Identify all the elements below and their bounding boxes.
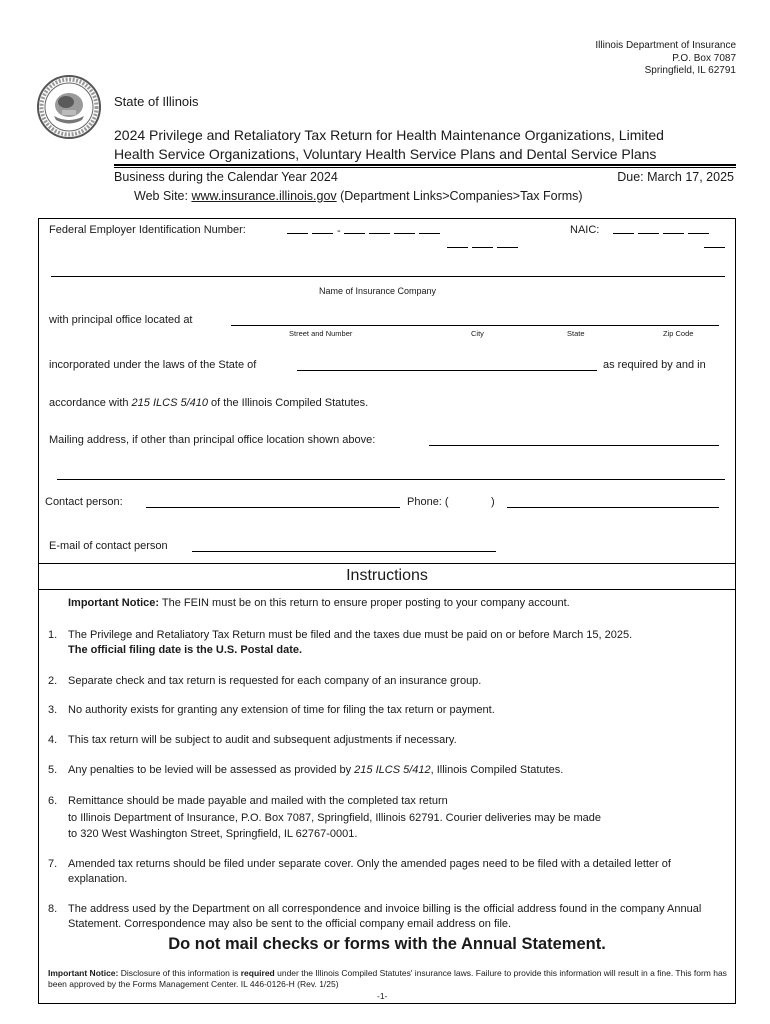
city-line: Springfield, IL 62791 bbox=[644, 65, 736, 76]
as-required-text: as required by and in bbox=[603, 359, 706, 371]
instruction-item bbox=[48, 857, 728, 887]
footer-text-b: under the Illinois Compiled Statutes' insurance laws. Failure to provide this information will result in a fine. This form has been approved by the Forms Management Center. IL 446-0126-H (Rev. 1/25) bbox=[48, 968, 727, 989]
mailing-address-field[interactable] bbox=[429, 445, 719, 446]
item-number: 3. bbox=[48, 704, 58, 716]
instruction-item bbox=[48, 674, 728, 689]
phone-field[interactable] bbox=[507, 507, 719, 508]
item-number: 2. bbox=[48, 675, 58, 687]
principal-office-field[interactable] bbox=[231, 325, 719, 326]
item-number: 5. bbox=[48, 764, 58, 776]
accordance-suffix: of the Illinois Compiled Statutes. bbox=[208, 397, 369, 409]
po-box: P.O. Box 7087 bbox=[672, 52, 736, 64]
instruction-item bbox=[48, 793, 728, 843]
instruction-item bbox=[48, 902, 728, 932]
annual-statement-warning: Do not mail checks or forms with the Annual Statement. bbox=[168, 935, 606, 953]
item-text: The address used by the Department on all correspondence and invoice billing is the official address found in the company Annual Statement. Correspondence may also be sent to the official company email address on file. bbox=[68, 903, 702, 930]
item-text: The Privilege and Retaliatory Tax Return must be filed and the taxes due must be paid on or before March 15, 2025. bbox=[68, 629, 633, 641]
instruction-item bbox=[48, 703, 728, 718]
naic-field-cont[interactable] bbox=[704, 238, 729, 251]
company-name-caption: Name of Insurance Company bbox=[319, 286, 437, 296]
phone-paren: ) bbox=[491, 496, 495, 508]
title-line-1: 2024 Privilege and Retaliatory Tax Return for Health Maintenance Organizations, Limited bbox=[114, 127, 664, 143]
business-year: Business during the Calendar Year 2024 bbox=[114, 170, 338, 184]
footer-notice-label: Important Notice: bbox=[48, 968, 119, 978]
item-text-line-1: Remittance should be made payable and mailed with the completed tax return bbox=[68, 795, 448, 807]
item-text: Separate check and tax return is requested for each company of an insurance group. bbox=[68, 675, 482, 687]
email-label: E-mail of contact person bbox=[49, 540, 168, 552]
phone-label: Phone: ( bbox=[407, 496, 449, 508]
item-number: 1. bbox=[48, 629, 58, 641]
item-text: No authority exists for granting any extension of time for filing the tax return or payment. bbox=[68, 704, 495, 716]
item-text-prefix: Any penalties to be levied will be assessed as provided by bbox=[68, 764, 355, 776]
incorporated-label: incorporated under the laws of the State of bbox=[49, 359, 257, 371]
company-name-field[interactable] bbox=[51, 276, 725, 277]
item-bold-text: The official filing date is the U.S. Postal date. bbox=[68, 644, 303, 656]
city-caption: City bbox=[471, 329, 484, 338]
email-field[interactable] bbox=[192, 551, 496, 552]
principal-office-label: with principal office located at bbox=[49, 314, 193, 326]
contact-person-field[interactable] bbox=[146, 507, 400, 508]
website-link[interactable]: www.insurance.illinois.gov bbox=[191, 189, 337, 203]
item-text-suffix: , Illinois Compiled Statutes. bbox=[430, 764, 564, 776]
website-suffix: (Department Links>Companies>Tax Forms) bbox=[336, 189, 583, 203]
footer-text-a: Disclosure of this information is bbox=[118, 968, 241, 978]
item-number: 4. bbox=[48, 734, 58, 746]
fein-notice bbox=[68, 597, 570, 609]
page-title bbox=[114, 126, 724, 163]
fein-label: Federal Employer Identification Number: bbox=[49, 224, 246, 236]
website-line bbox=[134, 189, 583, 203]
accordance-text bbox=[49, 397, 368, 409]
due-date: Due: March 17, 2025 bbox=[617, 170, 734, 184]
incorporated-state-field[interactable] bbox=[297, 370, 597, 371]
state-caption: State bbox=[567, 329, 585, 338]
company-info-form bbox=[38, 218, 736, 564]
fein-field[interactable] bbox=[287, 224, 444, 237]
accordance-statute: 215 ILCS 5/410 bbox=[131, 397, 208, 409]
instruction-item bbox=[48, 628, 728, 658]
accordance-prefix: accordance with bbox=[49, 397, 132, 409]
item-statute: 215 ILCS 5/412 bbox=[354, 764, 431, 776]
state-seal-icon bbox=[36, 74, 102, 140]
item-text: Amended tax returns should be filed under separate cover. Only the amended pages need to be filed with a detailed letter of explanation. bbox=[68, 858, 671, 885]
fein-dash: - bbox=[337, 225, 341, 237]
item-text-line-3: to 320 West Washington Street, Springfield, IL 62767-0001. bbox=[68, 828, 358, 840]
mailing-address-label: Mailing address, if other than principal office location shown above: bbox=[49, 434, 376, 446]
item-text: This tax return will be subject to audit and subsequent adjustments if necessary. bbox=[68, 734, 457, 746]
instruction-item bbox=[48, 763, 728, 778]
website-prefix: Web Site: bbox=[134, 189, 192, 203]
footer-notice bbox=[48, 968, 728, 990]
footer-required: required bbox=[240, 968, 275, 978]
item-number: 8. bbox=[48, 903, 58, 915]
title-rule-thin bbox=[114, 167, 736, 168]
mailing-address-field-2[interactable] bbox=[57, 479, 725, 480]
street-caption: Street and Number bbox=[289, 329, 353, 338]
department-address bbox=[595, 40, 736, 78]
item-number: 7. bbox=[48, 858, 58, 870]
naic-field[interactable] bbox=[613, 224, 713, 237]
instruction-item bbox=[48, 733, 728, 748]
title-rule bbox=[114, 164, 736, 166]
zip-caption: Zip Code bbox=[663, 329, 694, 338]
instructions-heading: Instructions bbox=[38, 563, 736, 589]
notice-text: The FEIN must be on this return to ensure proper posting to your company account. bbox=[159, 597, 570, 609]
title-line-2: Health Service Organizations, Voluntary Health Service Plans and Dental Service Plans bbox=[114, 145, 657, 162]
page-number: -1- bbox=[377, 991, 388, 1001]
naic-label: NAIC: bbox=[570, 224, 600, 236]
notice-label: Important Notice: bbox=[68, 597, 160, 609]
state-label: State of Illinois bbox=[114, 94, 199, 109]
fein-field-cont[interactable] bbox=[447, 238, 522, 251]
contact-person-label: Contact person: bbox=[45, 496, 123, 508]
department-name: Illinois Department of Insurance bbox=[595, 40, 736, 51]
item-text bbox=[68, 763, 728, 778]
item-number: 6. bbox=[48, 795, 58, 807]
item-text-line-2: to Illinois Department of Insurance, P.O. Box 7087, Springfield, Illinois 62791. Courier deliveries may be made bbox=[68, 811, 601, 824]
